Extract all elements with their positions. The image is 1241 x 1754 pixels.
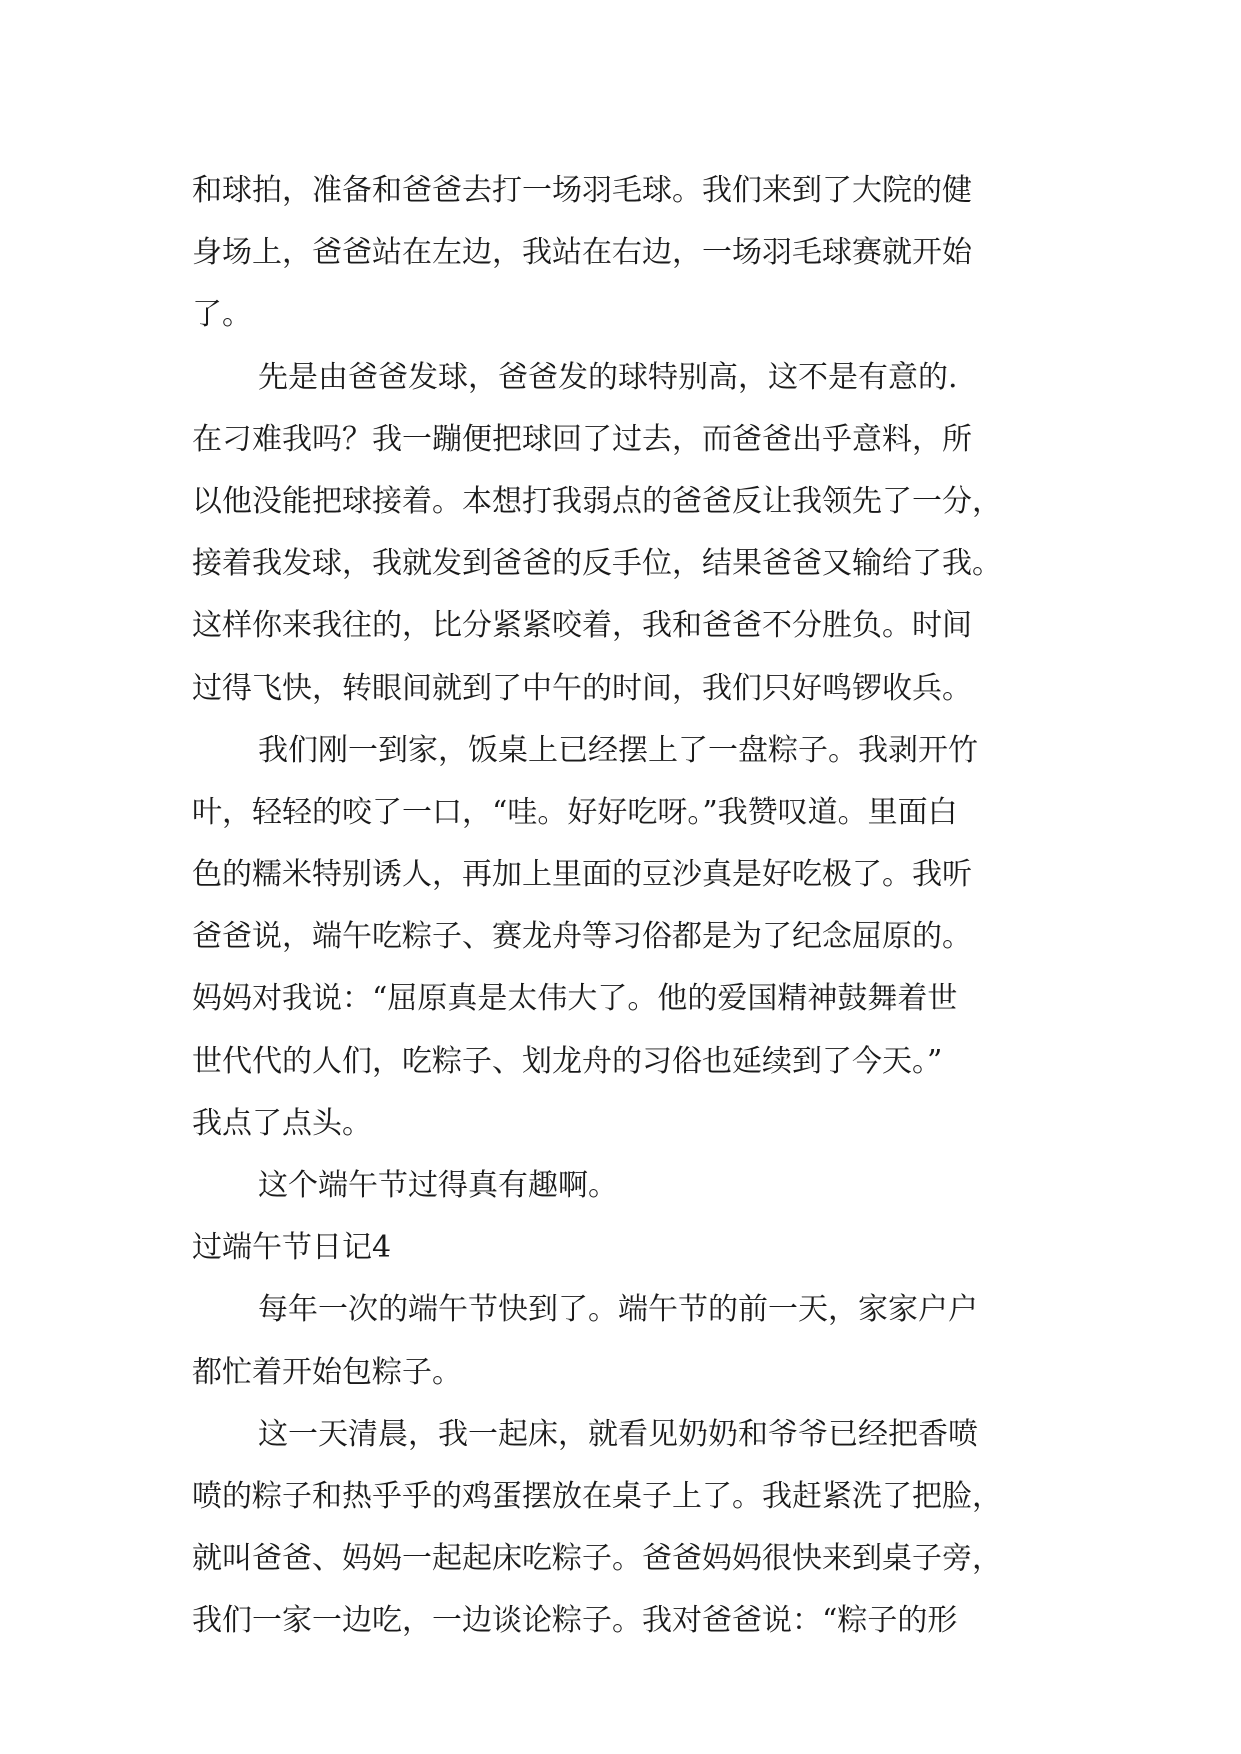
- text-line: 这一天清晨，我一起床，就看见奶奶和爷爷已经把香喷: [258, 1416, 978, 1452]
- text-line: 先是由爸爸发球，爸爸发的球特别高，这不是有意的.: [258, 359, 958, 395]
- text-line: 这样你来我往的，比分紧紧咬着，我和爸爸不分胜负。时间: [192, 608, 972, 644]
- text-line: 喷的粽子和热乎乎的鸡蛋摆放在桌子上了。我赶紧洗了把脸，: [192, 1478, 1002, 1514]
- text-line: 每年一次的端午节快到了。端午节的前一天，家家户户: [258, 1292, 978, 1328]
- text-line: 叶，轻轻的咬了一口，“哇。好好吃呀。”我赞叹道。里面白: [192, 794, 958, 830]
- text-line: 在刁难我吗？我一蹦便把球回了过去，而爸爸出乎意料，所: [192, 421, 972, 457]
- text-line: 了。: [192, 297, 252, 333]
- text-line: 接着我发球，我就发到爸爸的反手位，结果爸爸又输给了我。: [192, 546, 1002, 582]
- text-line: 这个端午节过得真有趣啊。: [258, 1168, 618, 1203]
- text-line: 以他没能把球接着。本想打我弱点的爸爸反让我领先了一分，: [192, 483, 1002, 519]
- text-line: 都忙着开始包粽子。: [192, 1354, 462, 1390]
- text-line: 妈妈对我说：“屈原真是太伟大了。他的爱国精神鼓舞着世: [192, 981, 958, 1017]
- document-body: [192, 160, 1052, 1653]
- text-line: 和球拍，准备和爸爸去打一场羽毛球。我们来到了大院的健: [192, 173, 972, 208]
- text-line: 身场上，爸爸站在左边，我站在右边，一场羽毛球赛就开始: [192, 235, 972, 271]
- section-heading: 过端午节日记4: [192, 1230, 392, 1266]
- text-line: 我点了点头。: [192, 1105, 372, 1141]
- text-line: 爸爸说，端午吃粽子、赛龙舟等习俗都是为了纪念屈原的。: [192, 919, 972, 955]
- text-line: 我们一家一边吃，一边谈论粽子。我对爸爸说：“粽子的形: [192, 1603, 958, 1639]
- text-line: 色的糯米特别诱人，再加上里面的豆沙真是好吃极了。我听: [192, 857, 972, 893]
- text-line: 我们刚一到家，饭桌上已经摆上了一盘粽子。我剥开竹: [258, 732, 978, 768]
- text-line: 就叫爸爸、妈妈一起起床吃粽子。爸爸妈妈很快来到桌子旁，: [192, 1541, 1002, 1577]
- text-line: 世代代的人们，吃粽子、划龙舟的习俗也延续到了今天。”: [192, 1043, 943, 1079]
- text-line: 过得飞快，转眼间就到了中午的时间，我们只好鸣锣收兵。: [192, 670, 972, 706]
